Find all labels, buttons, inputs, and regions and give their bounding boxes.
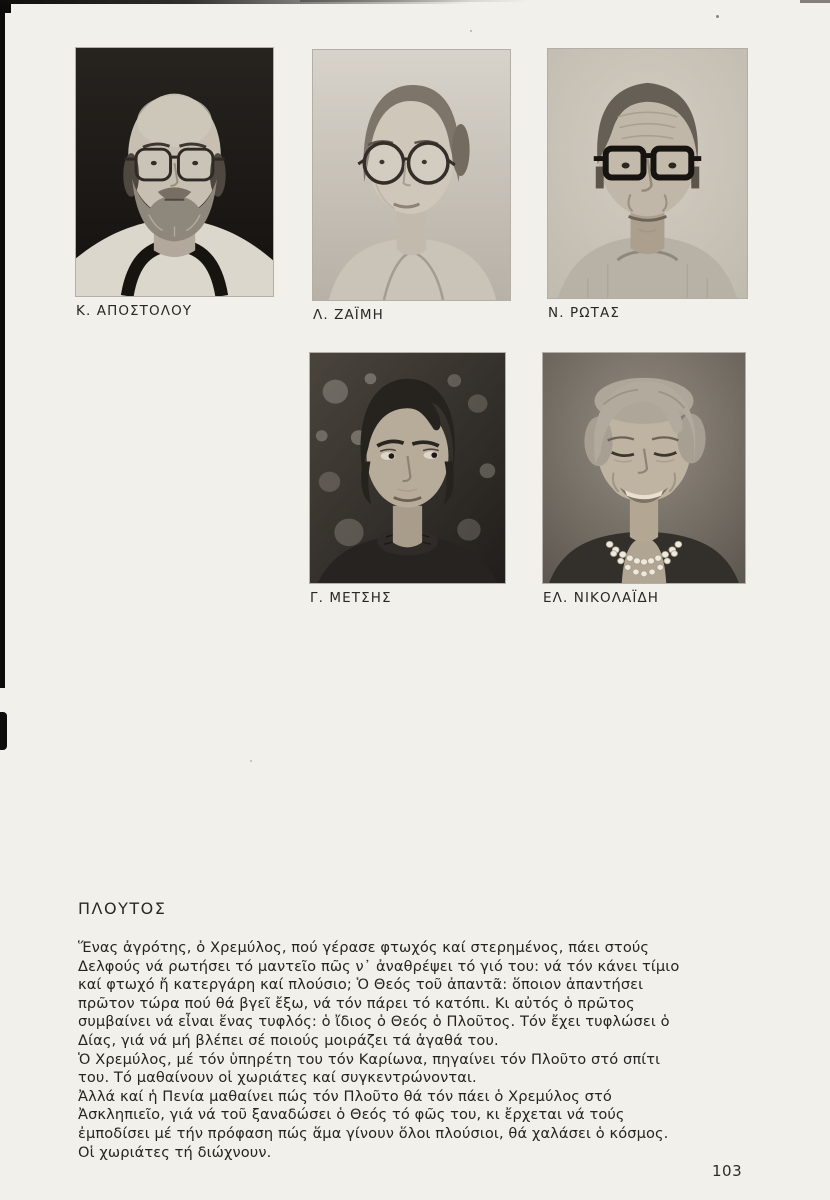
portrait-photo-zaimi (313, 50, 510, 300)
portrait-photo-nikolaidi (543, 353, 745, 583)
portrait-caption-nikolaidi: ΕΛ. ΝΙΚΟΛΑΪΔΗ (543, 590, 660, 606)
portrait-rotas (548, 49, 747, 321)
page-title: ΠΛΟΥΤΟΣ (78, 899, 167, 918)
portrait-zaimi (313, 50, 510, 323)
portrait-photo-apostolou-graphic (76, 48, 273, 296)
portrait-caption-zaimi: Λ. ΖΑΪΜΗ (313, 307, 384, 323)
portrait-caption-rotas: Ν. ΡΩΤΑΣ (548, 305, 620, 321)
portrait-photo-metsis-graphic (310, 353, 505, 583)
scan-speck (716, 15, 719, 18)
portrait-photo-zaimi-graphic (313, 50, 510, 300)
scan-artifact-left-blob (0, 712, 7, 750)
synopsis-line: Ἀλλά καί ἡ Πενία μαθαίνει πώς τόν Πλοῦτο θά τόν πάει ὁ Χρεμύλος στό (78, 1087, 612, 1105)
scan-artifact-top-right-tick (800, 0, 830, 3)
page-number: 103 (712, 1162, 743, 1180)
portrait-apostolou (76, 48, 273, 319)
portrait-caption-apostolou: Κ. ΑΠΟΣΤΟΛΟΥ (76, 303, 193, 319)
portrait-photo-nikolaidi-graphic (543, 353, 745, 583)
portrait-photo-rotas-graphic (548, 49, 747, 298)
portrait-photo-rotas (548, 49, 747, 298)
synopsis-line: Ἕνας ἀγρότης, ὁ Χρεμύλος, πού γέρασε φτωχός καί στερημένος, πάει στούς (78, 939, 650, 956)
portrait-nikolaidi (543, 353, 745, 606)
scan-speck (470, 30, 472, 32)
synopsis-line: καί φτωχό ἤ κατεργάρη καί πλούσιο; Ὁ Θεός τοῦ ἀπαντᾶ: ὅποιον ἀπαντήσει (78, 976, 644, 994)
synopsis-line: ἐμποδίσει μέ τήν πρόφαση πώς ἅμα γίνουν ὅλοι πλούσιοι, θά χαλάσει ὁ κόσμος. (78, 1124, 669, 1142)
portrait-photo-apostolou (76, 48, 273, 296)
portrait-metsis (310, 353, 505, 606)
synopsis-line: Ὁ Χρεμύλος, μέ τόν ὑπηρέτη του τόν Καρίωνα, πηγαίνει τόν Πλοῦτο στό σπίτι (78, 1050, 661, 1068)
synopsis-line: πρῶτον τώρα πού θά βγεῖ ἔξω, νά τόν πάρει τό κατόπι. Κι αὐτός ὁ πρῶτος (78, 994, 635, 1012)
scan-artifact-top-line-faint (300, 0, 530, 2)
synopsis-line: του. Τό μαθαίνουν οἱ χωριάτες καί συγκεντρώνονται. (78, 1069, 477, 1087)
synopsis-text (78, 939, 778, 1162)
scan-artifact-left-bar (0, 0, 5, 688)
synopsis-line: Οἱ χωριάτες τή διώχνουν. (78, 1143, 272, 1161)
scan-speck (250, 760, 252, 762)
portrait-caption-metsis: Γ. ΜΕΤΣΗΣ (310, 590, 392, 606)
synopsis-line: Δίας, γιά νά μή βλέπει σέ ποιούς μοιράζει τά ἀγαθά του. (78, 1031, 499, 1049)
synopsis-line: Δελφούς νά ρωτήσει τό μαντεῖο πῶς ν᾿ ἀναθρέψει τό γιό του: νά τόν κάνει τίμιο (78, 957, 680, 975)
synopsis-line: Ἀσκληπιεῖο, γιά νά τοῦ ξαναδώσει ὁ Θεός τό φῶς του, κι ἔρχεται νά τούς (78, 1106, 625, 1124)
portrait-photo-metsis (310, 353, 505, 583)
synopsis-line: συμβαίνει νά εἶναι ἕνας τυφλός: ὁ ἴδιος ὁ Θεός ὁ Πλοῦτος. Τόν ἔχει τυφλώσει ὁ (78, 1013, 670, 1031)
